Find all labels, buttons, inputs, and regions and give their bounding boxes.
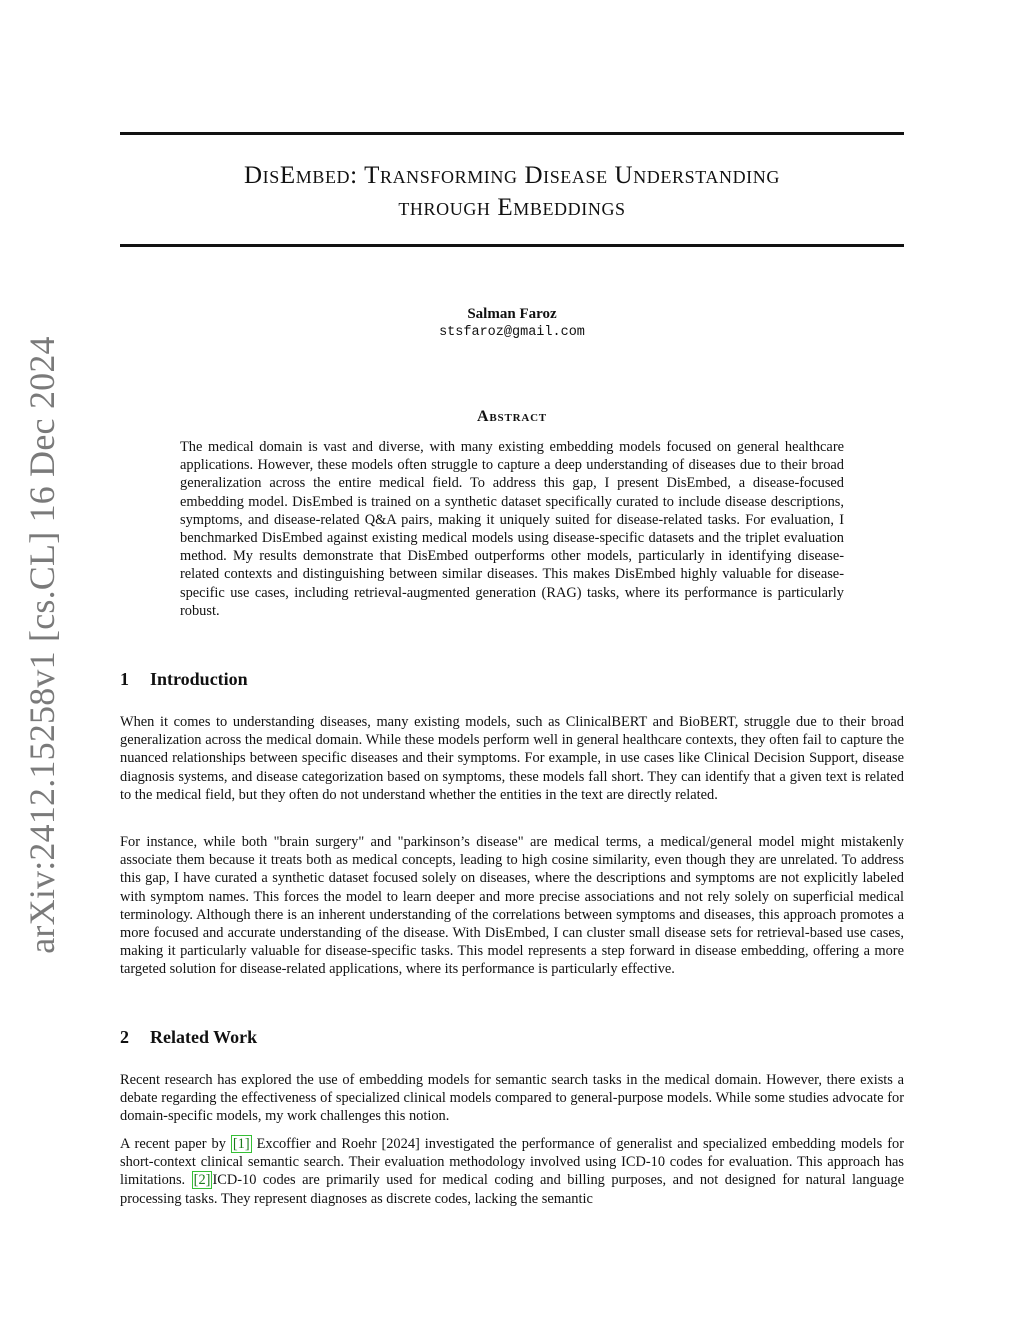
section-title: Related Work (150, 1027, 258, 1047)
author-name: Salman Faroz (467, 306, 557, 322)
abstract-heading: Abstract (477, 408, 547, 425)
section-heading-introduction (120, 669, 904, 690)
title-line-1: DisEmbed: Transforming Disease Understanding (244, 162, 780, 189)
paragraph-text: A recent paper by (120, 1136, 231, 1152)
section-title: Introduction (150, 669, 248, 689)
section-heading-related-work (120, 1027, 904, 1048)
title-line-2: through Embeddings (398, 194, 626, 221)
intro-paragraph-1: When it comes to understanding diseases, many existing models, such as ClinicalBERT and BioBERT, struggle due to their broad generalization across the medical domain. While these models perform well in general healthcare contexts, they often fail to capture the nuanced relationships between specific diseases and their symptoms. For example, in use cases like Clinical Decision Support, disease diagnosis systems, and disease categorization based on symptoms, these models fall short. They can identify that a given text is related to the medical field, but they often do not understand whether the entities in the text are directly related. (120, 714, 904, 803)
citation-link-1[interactable]: [1] (232, 1136, 250, 1152)
paper-title (120, 160, 904, 224)
abstract-text: The medical domain is vast and diverse, with many existing embedding models focused on general healthcare applications. However, these models often struggle to capture a deep understanding of diseases due to their broad generalization across the entire medical field. To address this gap, I present DisEmbed, a disease-focused embedding model. DisEmbed is trained on a synthetic dataset specifically curated to include disease descriptions, symptoms, and disease-related Q&A pairs, making it uniquely suited for disease-related tasks. For evaluation, I benchmarked DisEmbed against existing medical models using disease-specific datasets and the triplet evaluation method. My results demonstrate that DisEmbed outperforms other models, particularly in identifying disease-related contexts and distinguishing between similar diseases. This makes DisEmbed highly valuable for disease-specific use cases, including retrieval-augmented generation (RAG) tasks, where its performance is particularly robust. (180, 439, 844, 619)
section-number: 1 (120, 669, 129, 689)
title-rule-bottom (120, 244, 904, 247)
paragraph-text: Excoffier and Roehr [2024] investigated the performance of generalist and specialized embedding models for short-context clinical semantic search. Their evaluation methodology involved using ICD-10 codes for evaluation. This approach has limitations. (120, 1136, 904, 1189)
related-work-paragraph-1: Recent research has explored the use of embedding models for semantic search tasks in the medical domain. However, there exists a debate regarding the effectiveness of specialized clinical models compared to general-purpose models. While some studies advocate for domain-specific models, my work challenges this notion. (120, 1072, 904, 1125)
section-number: 2 (120, 1027, 129, 1047)
intro-paragraph-2: For instance, while both "brain surgery" and "parkinson’s disease" are medical terms, a medical/general model might mistakenly associate them because it treats both as medical concepts, leading to high cosine similarity, even though they are unrelated. To address this gap, I have curated a synthetic dataset focused solely on diseases, where the descriptions and symptoms are not explicitly labeled with symptom names. This forces the model to learn deeper and more precise associations and not rely solely on superficial medical terminology. Although there is an inherent understanding of the correlations between symptoms and diseases, this approach promotes a more focused and accurate understanding of the disease. With DisEmbed, I can cluster small disease sets for retrieval-based use cases, making it particularly valuable for disease-specific tasks. This model represents a step forward in disease embedding, offering a more targeted solution for disease-related applications, where its performance is particularly effective. (120, 834, 904, 978)
arxiv-identifier[interactable]: arXiv:2412.15258v1 [cs.CL] 16 Dec 2024 (22, 336, 62, 954)
paragraph-text: ICD-10 codes are primarily used for medical coding and billing purposes, and not designed for natural language processing tasks. They represent diagnoses as discrete codes, lacking the semantic (120, 1172, 904, 1207)
related-work-paragraph-2 (120, 1135, 904, 1208)
citation-link-2[interactable]: [2] (193, 1172, 211, 1189)
title-rule-top (120, 132, 904, 135)
author-email[interactable]: stsfaroz@gmail.com (439, 325, 585, 340)
